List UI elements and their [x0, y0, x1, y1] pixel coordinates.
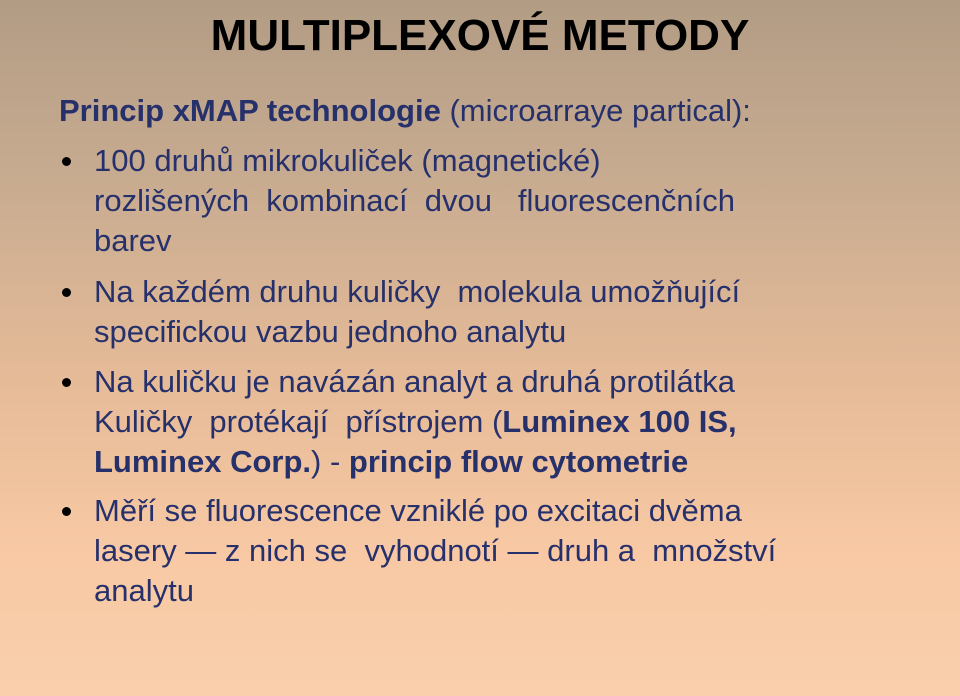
bullet-3-cont-normal-2: ) -	[311, 444, 349, 479]
bullet-1-line-2: rozlišených kombinací dvou fluorescenčních	[94, 183, 735, 218]
bullet-4-line-2: lasery — z nich se vyhodnotí — druh a množství	[94, 533, 777, 568]
bullet-4-line-3: analytu	[94, 573, 194, 608]
bullet-dot	[62, 288, 71, 297]
slide-title: MULTIPLEXOVÉ METODY	[210, 11, 750, 60]
bullet-3-line-1: Na kuličku je navázán analyt a druhá protilátka	[94, 364, 736, 399]
subtitle-bold: Princip xMAP technologie	[59, 93, 441, 128]
bullet-1-line-1: 100 druhů mikrokuliček (magnetické)	[94, 143, 601, 178]
subtitle	[59, 92, 751, 130]
bullet-4-line-1: Měří se fluorescence vzniklé po excitaci dvěma	[94, 493, 742, 528]
bullet-3-cont-bold-b: princip flow cytometrie	[348, 444, 689, 479]
subtitle-normal: (microarraye partical):	[440, 93, 751, 128]
bullet-2-line-2: specifickou vazbu jednoho analytu	[94, 314, 567, 349]
bullet-2-line-1: Na každém druhu kuličky molekula umožňující	[94, 274, 741, 309]
bullet-3-cont-normal: Kuličky protékají přístrojem (	[94, 404, 503, 439]
bullet-1-line-3: barev	[94, 223, 172, 258]
bullet-3-cont-bold-a: Luminex Corp.	[94, 444, 312, 479]
bullet-dot	[62, 157, 71, 166]
bullet-dot	[62, 378, 71, 387]
bullet-3-line-2	[94, 402, 737, 442]
bullet-3-line-3	[94, 442, 688, 482]
bullet-3-cont-bold: Luminex 100 IS,	[502, 404, 737, 439]
bullet-dot	[62, 507, 71, 516]
